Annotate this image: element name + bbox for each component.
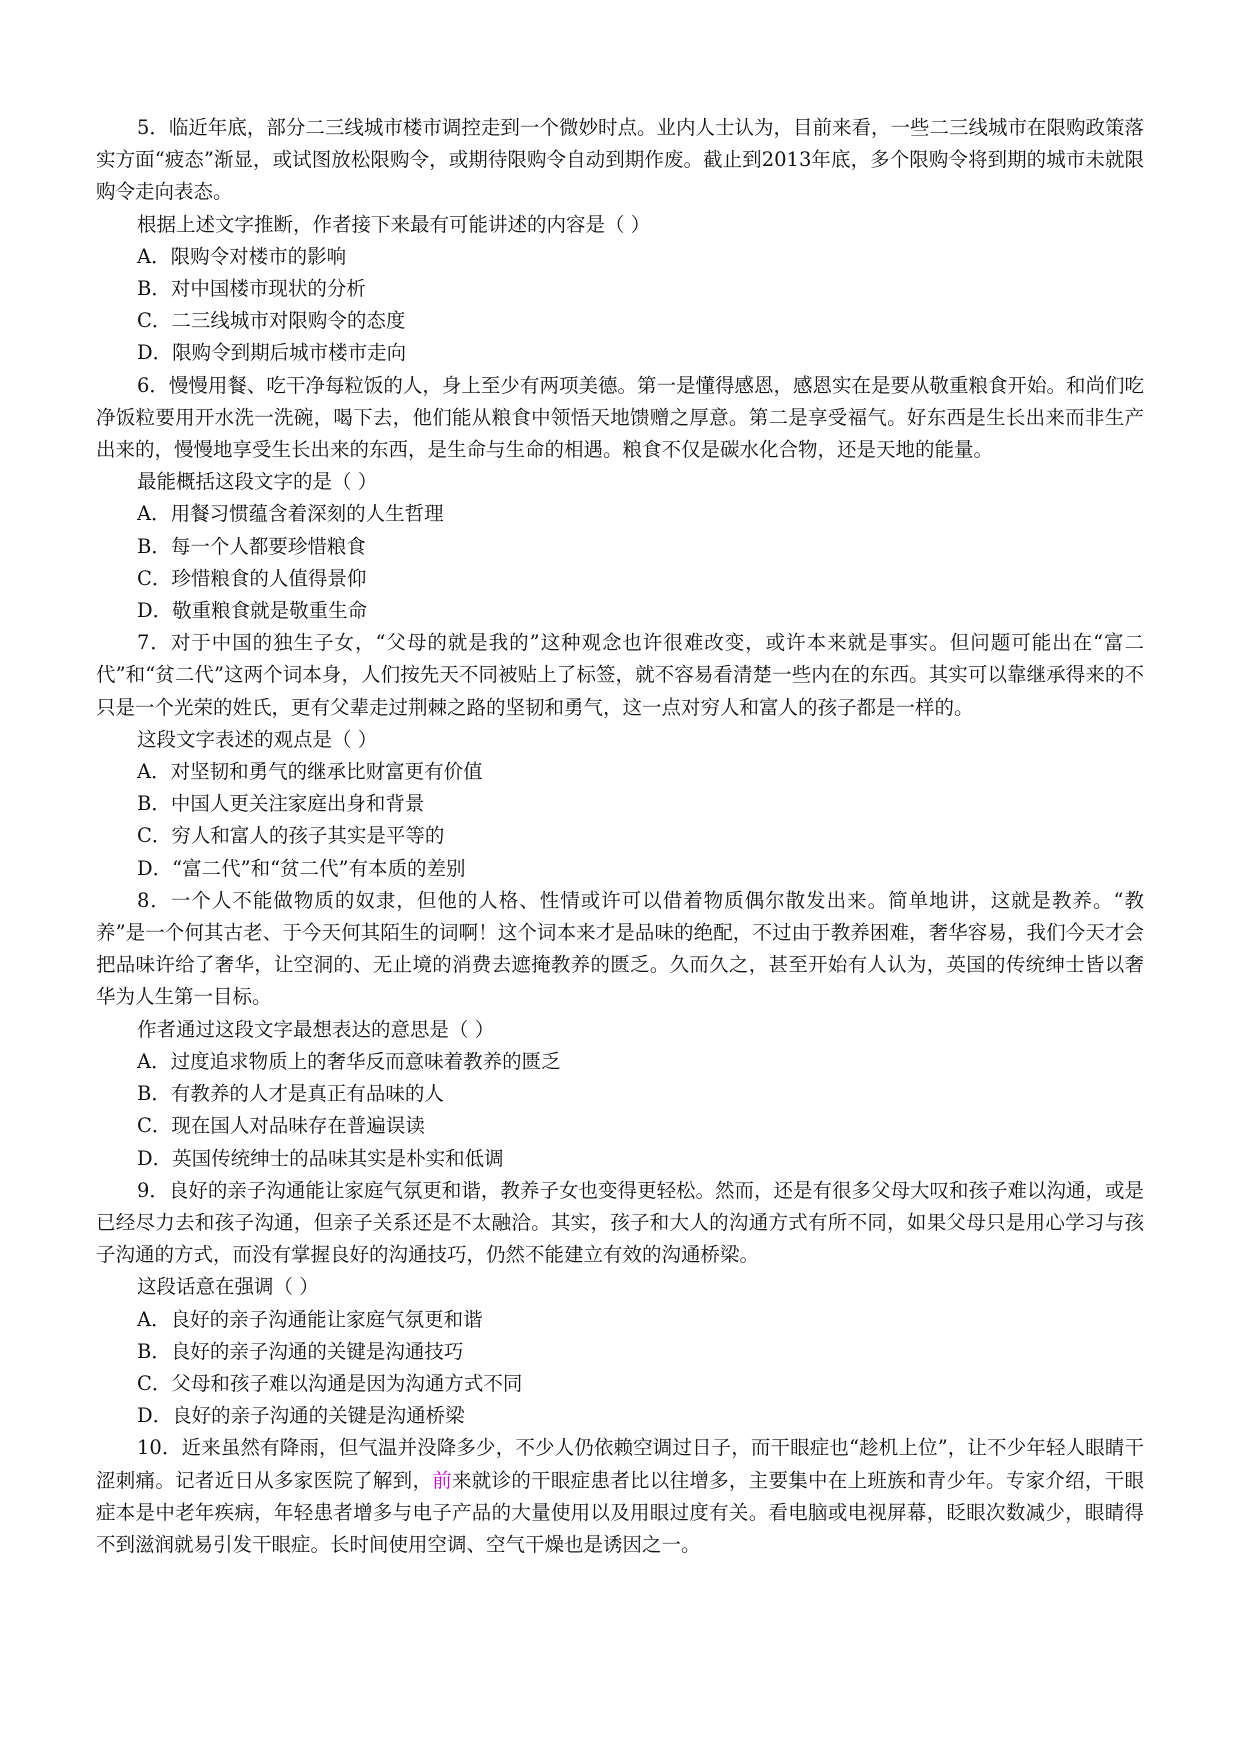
passage: 7．对于中国的独生子女，“父母的就是我的”这种观念也许很难改变，或许本来就是事实。但问题可能出在“富二代”和“贫二代”这两个词本身，人们按先天不同被贴上了标签，就不容易看清楚一些内在的东西。其实可以靠继承得来的不只是一个光荣的姓氏，更有父辈走过荆棘之路的坚韧和勇气，这一点对穷人和富人的孩子都是一样的。 (96, 631, 1144, 719)
passage: 8．一个人不能做物质的奴隶，但他的人格、性情或许可以借着物质偶尔散发出来。简单地讲，这就是教养。“教养”是一个何其古老、于今天何其陌生的词啊！这个词本来才是品味的绝配，不过由于教养困难，奢华容易，我们今天才会把品味许给了奢华，让空洞的、无止境的消费去遮掩教养的匮乏。久而久之，甚至开始有人认为，英国的传统绅士皆以奢华为人生第一目标。 (96, 888, 1144, 1009)
option-c: C．父母和孩子难以沟通是因为沟通方式不同 (137, 1371, 523, 1395)
option-b: B．有教养的人才是真正有品味的人 (137, 1082, 444, 1106)
question-stem: 最能概括这段文字的是（ ） (137, 470, 378, 494)
option-c: C．现在国人对品味存在普遍误读 (137, 1114, 425, 1138)
option-d: D．英国传统绅士的品味其实是朴实和低调 (137, 1146, 504, 1170)
passage-text: 10．近来虽然有降雨，但气温并没降多少，不少人仍依赖空调过日子，而干眼症也“趁机上位”，让不少年轻人眼睛干涩刺痛。记者近日从多家医院了解到， (96, 1436, 1144, 1492)
option-a: A．良好的亲子沟通能让家庭气氛更和谐 (137, 1307, 483, 1331)
option-d: D．限购令到期后城市楼市走向 (137, 341, 407, 365)
question-stem: 这段文字表述的观点是（ ） (137, 727, 378, 751)
question-6 (96, 370, 1144, 628)
option-d: D．敬重粮食就是敬重生命 (137, 599, 368, 623)
option-c: C．珍惜粮食的人值得景仰 (137, 566, 367, 590)
passage (96, 1432, 1144, 1561)
option-b: B．每一个人都要珍惜粮食 (137, 534, 366, 558)
option-a: A．用餐习惯蕴含着深刻的人生哲理 (137, 502, 444, 526)
question-stem: 作者通过这段文字最想表达的意思是（ ） (137, 1017, 495, 1041)
option-c: C．穷人和富人的孩子其实是平等的 (137, 824, 445, 848)
option-d: D．良好的亲子沟通的关键是沟通桥梁 (137, 1404, 465, 1428)
option-c: C．二三线城市对限购令的态度 (137, 309, 406, 333)
passage: 6．慢慢用餐、吃干净每粒饭的人，身上至少有两项美德。第一是懂得感恩，感恩实在是要从敬重粮食开始。和尚们吃净饭粒要用开水洗一洗碗，喝下去，他们能从粮食中领悟天地馈赠之厚意。第二是享受福气。好东西是生长出来而非生产出来的，慢慢地享受生长出来的东西，是生命与生命的相遇。粮食不仅是碳水化合物，还是天地的能量。 (96, 373, 1144, 462)
highlighted-char: 前 (432, 1468, 453, 1492)
question-stem: 根据上述文字推断，作者接下来最有可能讲述的内容是（ ） (137, 212, 651, 236)
passage: 5．临近年底，部分二三线城市楼市调控走到一个微妙时点。业内人士认为，目前来看，一些二三线城市在限购政策落实方面“疲态”渐显，或试图放松限购令，或期待限购令自动到期作废。截止到2013年底，多个限购令将到期的城市未就限购令走向表态。 (96, 116, 1144, 204)
option-b: B．中国人更关注家庭出身和背景 (137, 792, 425, 816)
option-b: B．对中国楼市现状的分析 (137, 277, 366, 301)
option-a: A．对坚韧和勇气的继承比财富更有价值 (137, 760, 483, 784)
option-a: A．限购令对楼市的影响 (137, 244, 347, 268)
passage: 9．良好的亲子沟通能让家庭气氛更和谐，教养子女也变得更轻松。然而，还是有很多父母大叹和孩子难以沟通，或是已经尽力去和孩子沟通，但亲子关系还是不太融洽。其实，孩子和大人的沟通方式有所不同，如果父母只是用心学习与孩子沟通的方式，而没有掌握良好的沟通技巧，仍然不能建立有效的沟通桥梁。 (96, 1178, 1144, 1267)
option-a: A．过度追求物质上的奢华反而意味着教养的匮乏 (137, 1049, 561, 1073)
passage-text: 来就诊的干眼症患者比以往增多，主要集中在上班族和青少年。专家介绍，干眼症本是中老年疾病，年轻患者增多与电子产品的大量使用以及用眼过度有关。看电脑或电视屏幕，眨眼次数减少，眼睛得不到滋润就易引发干眼症。长时间使用空调、空气干燥也是诱因之一。 (96, 1468, 1144, 1556)
option-d: D．“富二代”和“贫二代”有本质的差别 (137, 856, 466, 880)
question-8 (96, 885, 1144, 1175)
question-10 (96, 1432, 1144, 1561)
question-stem: 这段话意在强调（ ） (137, 1275, 319, 1299)
question-7 (96, 627, 1144, 885)
question-5 (96, 112, 1144, 370)
option-b: B．良好的亲子沟通的关键是沟通技巧 (137, 1339, 464, 1363)
question-9 (96, 1175, 1144, 1433)
